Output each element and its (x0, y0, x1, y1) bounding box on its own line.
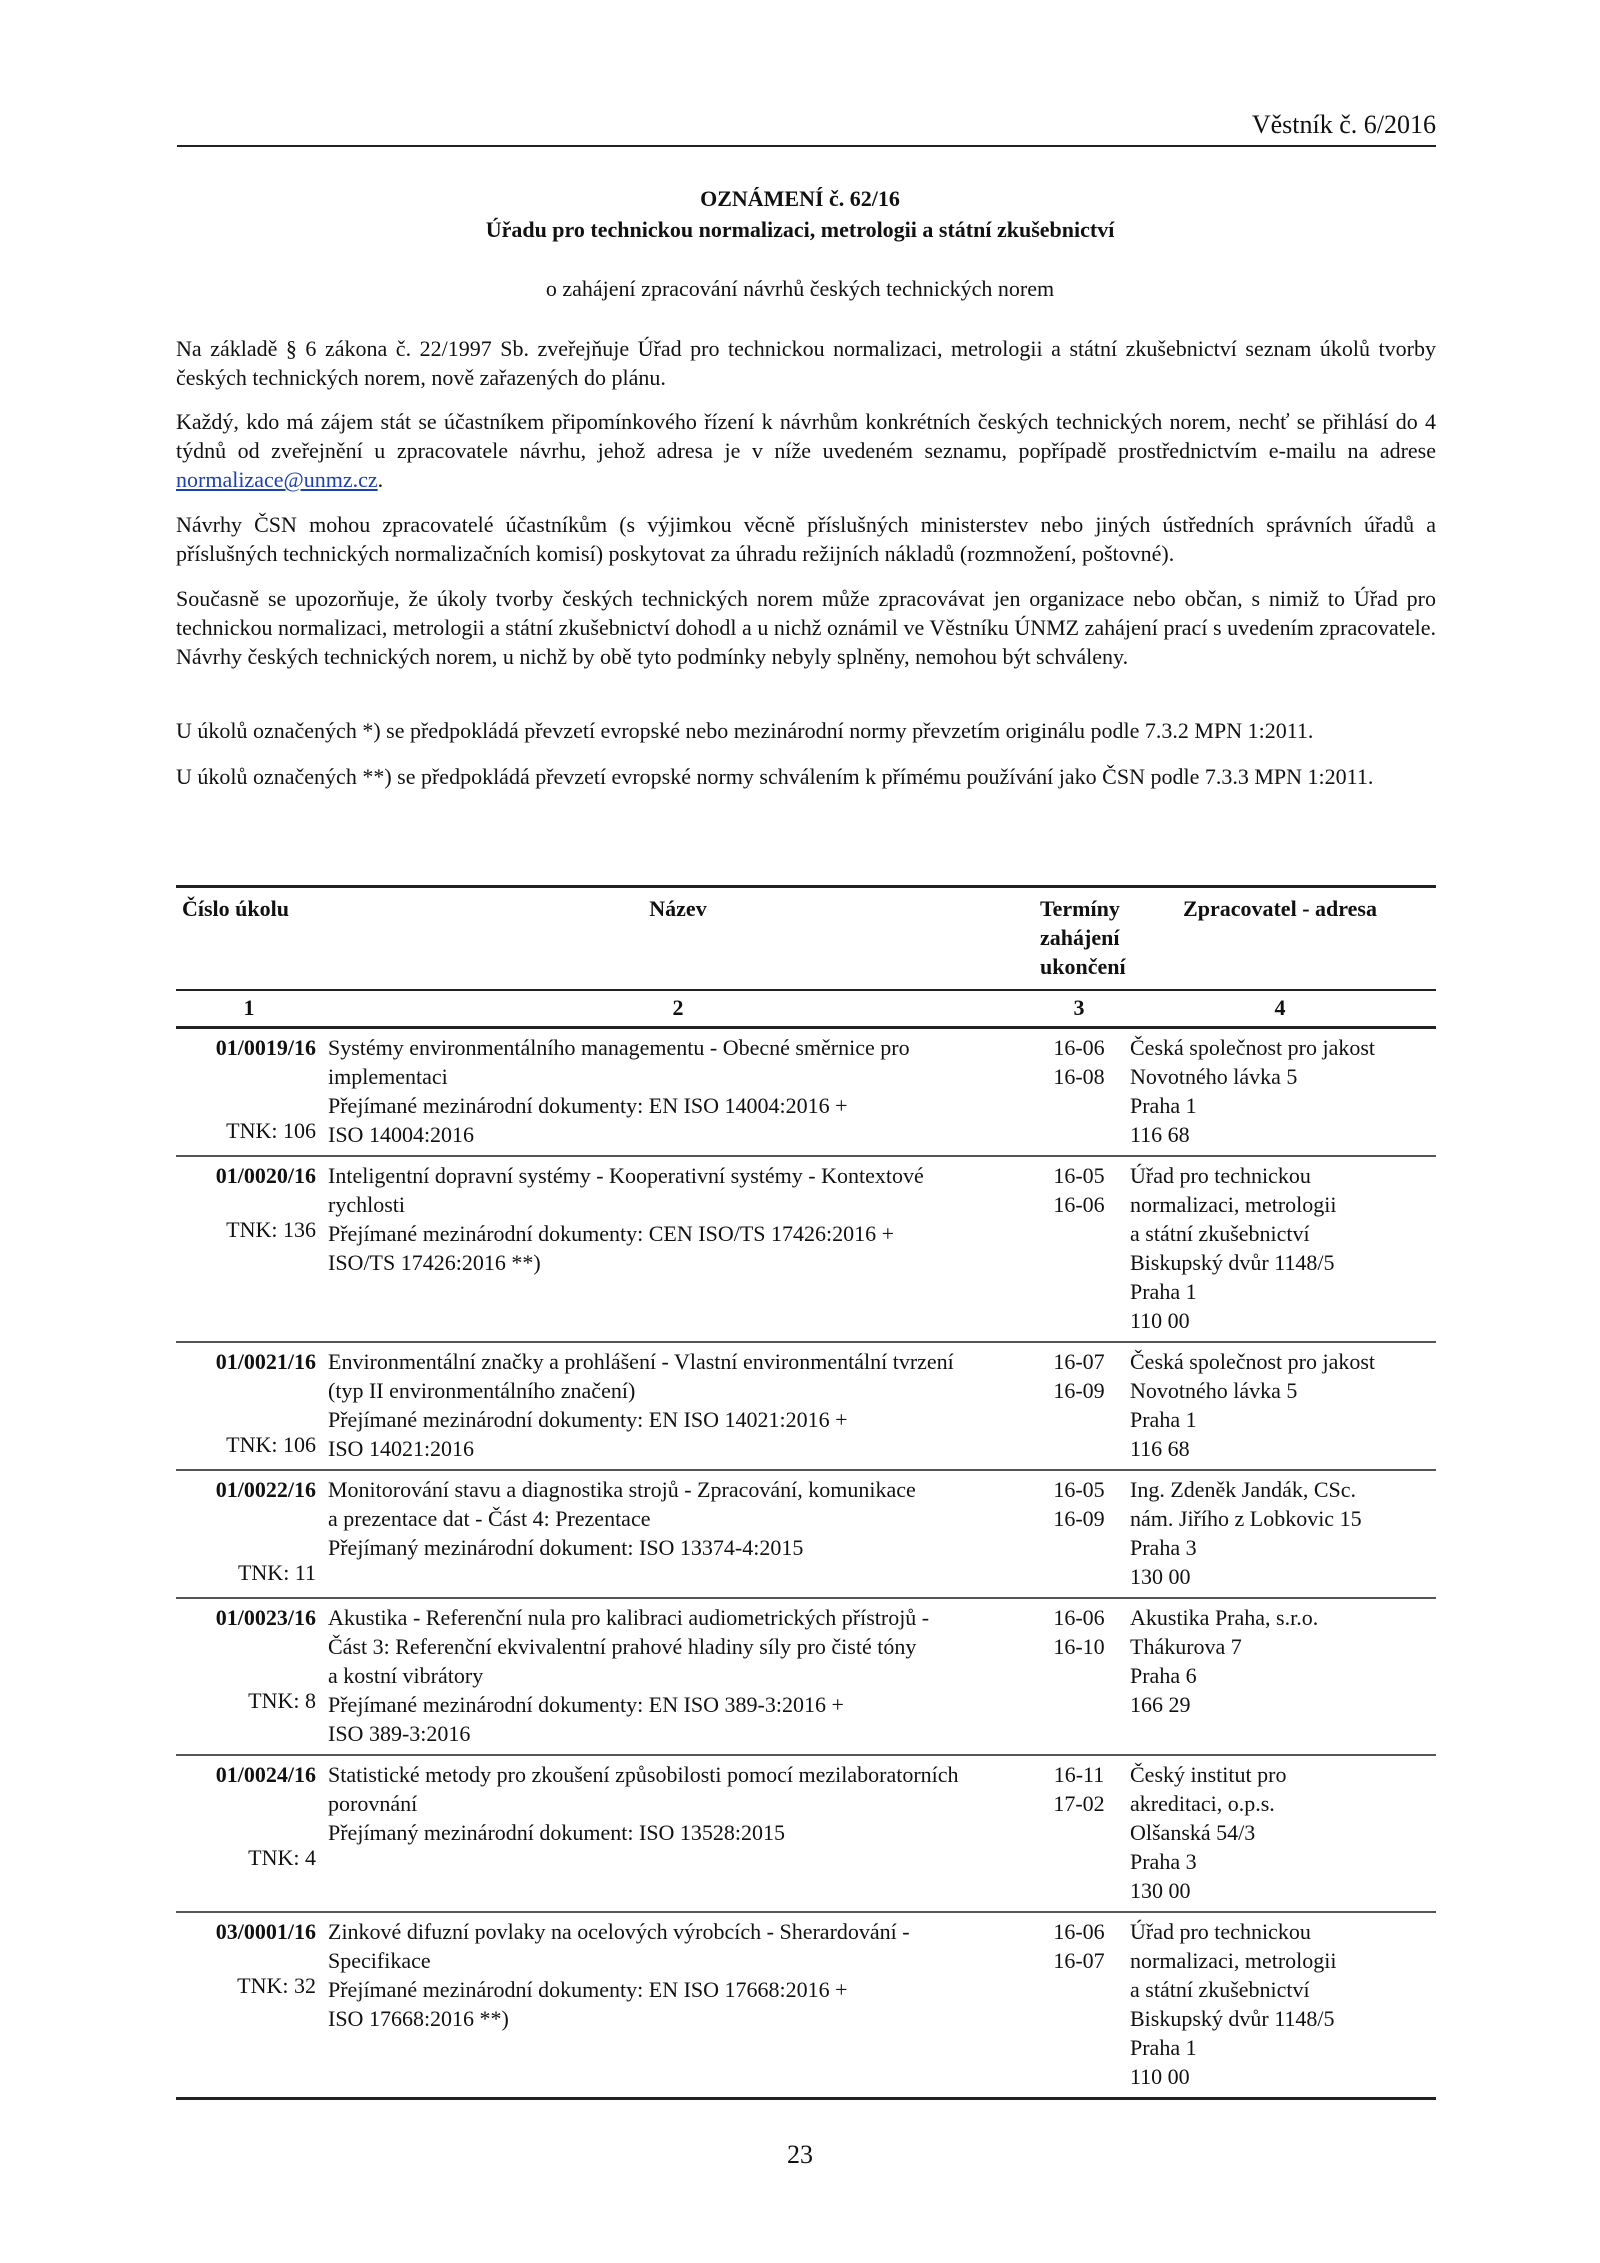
paragraph-participation-end: . (377, 467, 384, 492)
end-date: 16-09 (1053, 1506, 1105, 1531)
task-name-line: ISO 389-3:2016 (328, 1721, 471, 1746)
processor-address-cell (1124, 1156, 1436, 1342)
task-dates-cell (1034, 1470, 1124, 1598)
task-dates-cell (1034, 1598, 1124, 1755)
processor-address-line: Olšanská 54/3 (1130, 1820, 1256, 1845)
paragraph-participation-text: Každý, kdo má zájem stát se účastníkem připomínkového řízení k návrhům konkrétních českých technických norem, nechť se přihlásí do 4 týdnů od zveřejnění u zpracovatele návrhu, jehož adresa je v níže uvedeném seznamu, popřípadě prostřednictvím e-mailu na adrese (176, 409, 1436, 463)
processor-address-cell (1124, 1755, 1436, 1912)
task-id-cell (176, 1156, 322, 1342)
processor-address-line: Český institut pro (1130, 1762, 1287, 1787)
processor-address-line: 116 68 (1130, 1122, 1190, 1147)
table-row (176, 1342, 1436, 1470)
tnk-code: TNK: 106 (226, 1118, 316, 1143)
task-name-cell (322, 1912, 1034, 2099)
header-processor: Zpracovatel - adresa (1124, 887, 1436, 991)
task-name-line: ISO/TS 17426:2016 **) (328, 1250, 541, 1275)
start-date: 16-06 (1053, 1035, 1105, 1060)
task-id-cell (176, 1342, 322, 1470)
task-name-line: (typ II environmentálního značení) (328, 1378, 636, 1403)
table-row (176, 1755, 1436, 1912)
task-id-cell (176, 1755, 322, 1912)
processor-address-line: Akustika Praha, s.r.o. (1130, 1605, 1319, 1630)
header-name: Název (322, 887, 1034, 991)
task-name-line: Přejímané mezinárodní dokumenty: EN ISO 17668:2016 + (328, 1977, 848, 2002)
table-row (176, 1156, 1436, 1342)
processor-address-line: Praha 1 (1130, 1407, 1197, 1432)
header-task-number: Číslo úkolu (176, 887, 322, 991)
task-number: 01/0024/16 (215, 1762, 316, 1787)
start-date: 16-05 (1053, 1477, 1105, 1502)
processor-address-cell (1124, 1598, 1436, 1755)
table-header-row (176, 887, 1436, 991)
start-date: 16-06 (1053, 1605, 1105, 1630)
task-dates-cell (1034, 1156, 1124, 1342)
task-name-line: Inteligentní dopravní systémy - Kooperativní systémy - Kontextové (328, 1163, 924, 1188)
notice-issuer: Úřadu pro technickou normalizaci, metrologii a státní zkušebnictví (485, 217, 1115, 242)
header-terms-start: zahájení (1040, 925, 1120, 950)
task-name-line: Přejímané mezinárodní dokumenty: CEN ISO/TS 17426:2016 + (328, 1221, 895, 1246)
table-column-numbers-row (176, 990, 1436, 1028)
start-date: 16-11 (1053, 1762, 1105, 1787)
task-dates-cell (1034, 1755, 1124, 1912)
tnk-code: TNK: 8 (248, 1688, 316, 1713)
task-name-line: Statistické metody pro zkoušení způsobilosti pomocí mezilaboratorních (328, 1762, 959, 1787)
task-name-cell (322, 1156, 1034, 1342)
processor-address-line: 110 00 (1130, 1308, 1190, 1333)
paragraph-legal-basis: Na základě § 6 zákona č. 22/1997 Sb. zveřejňuje Úřad pro technickou normalizaci, metrologii a státní zkušebnictví seznam úkolů tvorby českých technických norem, nově zařazených do plánu. (176, 336, 1436, 390)
task-number: 01/0019/16 (215, 1035, 316, 1060)
end-date: 17-02 (1053, 1791, 1105, 1816)
processor-address-line: a státní zkušebnictví (1130, 1221, 1310, 1246)
task-name-line: a kostní vibrátory (328, 1663, 484, 1688)
paragraph-drafts-fee: Návrhy ČSN mohou zpracovatelé účastníkům (s výjimkou věcně příslušných ministerstev nebo jiných ústředních správních úřadů a příslušných technických normalizačních komisí) poskytovat za úhradu režijních nákladů (rozmnožení, poštovné). (176, 512, 1436, 566)
processor-address-cell (1124, 1028, 1436, 1157)
processor-address-line: 130 00 (1130, 1564, 1191, 1589)
tnk-code: TNK: 11 (237, 1560, 316, 1585)
header-terms-end: ukončení (1040, 954, 1126, 979)
column-number-4: 4 (1124, 990, 1436, 1028)
task-dates-cell (1034, 1912, 1124, 2099)
task-name-line: a prezentace dat - Část 4: Prezentace (328, 1506, 651, 1531)
processor-address-line: 110 00 (1130, 2064, 1190, 2089)
task-number: 03/0001/16 (215, 1919, 316, 1944)
processor-address-line: Biskupský dvůr 1148/5 (1130, 1250, 1335, 1275)
end-date: 16-07 (1053, 1948, 1105, 1973)
tasks-table (176, 885, 1436, 2100)
task-name-cell (322, 1598, 1034, 1755)
task-name-line: Monitorování stavu a diagnostika strojů - Zpracování, komunikace (328, 1477, 916, 1502)
processor-address-line: Praha 3 (1130, 1849, 1197, 1874)
processor-address-line: akreditaci, o.p.s. (1130, 1791, 1275, 1816)
task-id-cell (176, 1598, 322, 1755)
column-number-3: 3 (1034, 990, 1124, 1028)
bulletin-header: Věstník č. 6/2016 (1251, 110, 1436, 139)
task-dates-cell (1034, 1028, 1124, 1157)
header-divider (177, 145, 1436, 147)
processor-address-cell (1124, 1470, 1436, 1598)
header-terms (1034, 887, 1124, 991)
email-link[interactable]: normalizace@unmz.cz (176, 467, 378, 492)
task-number: 01/0020/16 (215, 1163, 316, 1188)
task-dates-cell (1034, 1342, 1124, 1470)
processor-address-cell (1124, 1912, 1436, 2099)
processor-address-line: Praha 3 (1130, 1535, 1197, 1560)
column-number-1: 1 (176, 990, 322, 1028)
task-name-line: ISO 14004:2016 (328, 1122, 475, 1147)
processor-address-line: Úřad pro technickou (1130, 1919, 1311, 1944)
column-number-2: 2 (322, 990, 1034, 1028)
processor-address-line: Novotného lávka 5 (1130, 1378, 1298, 1403)
processor-address-line: Thákurova 7 (1130, 1634, 1242, 1659)
task-name-line: implementaci (328, 1064, 448, 1089)
paragraph-note-single-star: U úkolů označených *) se předpokládá převzetí evropské nebo mezinárodní normy převzetím originálu podle 7.3.2 MPN 1:2011. (176, 718, 1314, 743)
end-date: 16-09 (1053, 1378, 1105, 1403)
table-row (176, 1912, 1436, 2099)
table-row (176, 1470, 1436, 1598)
task-name-line: Akustika - Referenční nula pro kalibraci audiometrických přístrojů - (328, 1605, 930, 1630)
end-date: 16-08 (1053, 1064, 1105, 1089)
processor-address-line: 166 29 (1130, 1692, 1191, 1717)
processor-address-line: Novotného lávka 5 (1130, 1064, 1298, 1089)
task-id-cell (176, 1028, 322, 1157)
start-date: 16-05 (1053, 1163, 1105, 1188)
task-name-line: rychlosti (328, 1192, 405, 1217)
processor-address-line: Biskupský dvůr 1148/5 (1130, 2006, 1335, 2031)
task-name-line: Část 3: Referenční ekvivalentní prahové hladiny síly pro čisté tóny (328, 1634, 917, 1659)
paragraph-note-double-star: U úkolů označených **) se předpokládá převzetí evropské normy schválením k přímému používání jako ČSN podle 7.3.3 MPN 1:2011. (176, 764, 1374, 789)
processor-address-line: nám. Jiřího z Lobkovic 15 (1130, 1506, 1362, 1531)
task-name-line: Environmentální značky a prohlášení - Vlastní environmentální tvrzení (328, 1349, 954, 1374)
tnk-code: TNK: 136 (226, 1217, 316, 1242)
task-name-line: Specifikace (328, 1948, 431, 1973)
end-date: 16-06 (1053, 1192, 1105, 1217)
table-row (176, 1028, 1436, 1157)
paragraph-processors: Současně se upozorňuje, že úkoly tvorby českých technických norem může zpracovávat jen organizace nebo občan, s nimiž to Úřad pro technickou normalizaci, metrologii a státní zkušebnictví dohodl a u nichž oznámil ve Věstníku ÚNMZ zahájení prací s uvedením zpracovatele. Návrhy českých technických norem, u nichž by obě tyto podmínky nebyly splněny, nemohou být schváleny. (176, 586, 1436, 669)
tnk-code: TNK: 32 (237, 1973, 316, 1998)
task-number: 01/0023/16 (215, 1605, 316, 1630)
start-date: 16-07 (1053, 1349, 1105, 1374)
processor-address-line: Úřad pro technickou (1130, 1163, 1311, 1188)
table-row (176, 1598, 1436, 1755)
task-name-cell (322, 1342, 1034, 1470)
task-name-cell (322, 1470, 1034, 1598)
task-name-line: Přejímané mezinárodní dokumenty: EN ISO 14004:2016 + (328, 1093, 848, 1118)
paragraph-participation (176, 407, 1436, 494)
task-name-line: Systémy environmentálního managementu - Obecné směrnice pro (328, 1035, 910, 1060)
processor-address-line: 116 68 (1130, 1436, 1190, 1461)
processor-address-line: Praha 6 (1130, 1663, 1197, 1688)
tnk-code: TNK: 106 (226, 1432, 316, 1457)
tnk-code: TNK: 4 (248, 1845, 316, 1870)
task-number: 01/0021/16 (215, 1349, 316, 1374)
processor-address-cell (1124, 1342, 1436, 1470)
end-date: 16-10 (1053, 1634, 1105, 1659)
page-number: 23 (787, 2140, 813, 2169)
task-id-cell (176, 1470, 322, 1598)
task-name-line: Přejímané mezinárodní dokumenty: EN ISO 389-3:2016 + (328, 1692, 844, 1717)
processor-address-line: normalizaci, metrologii (1130, 1192, 1337, 1217)
notice-subject: o zahájení zpracování návrhů českých technických norem (545, 276, 1055, 301)
processor-address-line: Ing. Zdeněk Jandák, CSc. (1130, 1477, 1357, 1502)
task-name-line: Přejímaný mezinárodní dokument: ISO 13528:2015 (328, 1820, 786, 1845)
processor-address-line: Česká společnost pro jakost (1130, 1035, 1376, 1060)
processor-address-line: Česká společnost pro jakost (1130, 1349, 1376, 1374)
processor-address-line: Praha 1 (1130, 1093, 1197, 1118)
task-name-line: ISO 17668:2016 **) (328, 2006, 509, 2031)
task-id-cell (176, 1912, 322, 2099)
task-name-cell (322, 1028, 1034, 1157)
task-name-cell (322, 1755, 1034, 1912)
task-number: 01/0022/16 (215, 1477, 316, 1502)
task-name-line: ISO 14021:2016 (328, 1436, 475, 1461)
table-body (176, 1028, 1436, 2099)
header-terms-label: Termíny (1040, 896, 1120, 921)
processor-address-line: normalizaci, metrologii (1130, 1948, 1337, 1973)
processor-address-line: a státní zkušebnictví (1130, 1977, 1310, 2002)
task-name-line: Zinkové difuzní povlaky na ocelových výrobcích - Sherardování - (328, 1919, 910, 1944)
processor-address-line: Praha 1 (1130, 1279, 1197, 1304)
processor-address-line: 130 00 (1130, 1878, 1191, 1903)
task-name-line: porovnání (328, 1791, 418, 1816)
task-name-line: Přejímané mezinárodní dokumenty: EN ISO 14021:2016 + (328, 1407, 848, 1432)
start-date: 16-06 (1053, 1919, 1105, 1944)
processor-address-line: Praha 1 (1130, 2035, 1197, 2060)
task-name-line: Přejímaný mezinárodní dokument: ISO 13374-4:2015 (328, 1535, 804, 1560)
notice-title: OZNÁMENÍ č. 62/16 (700, 186, 900, 211)
